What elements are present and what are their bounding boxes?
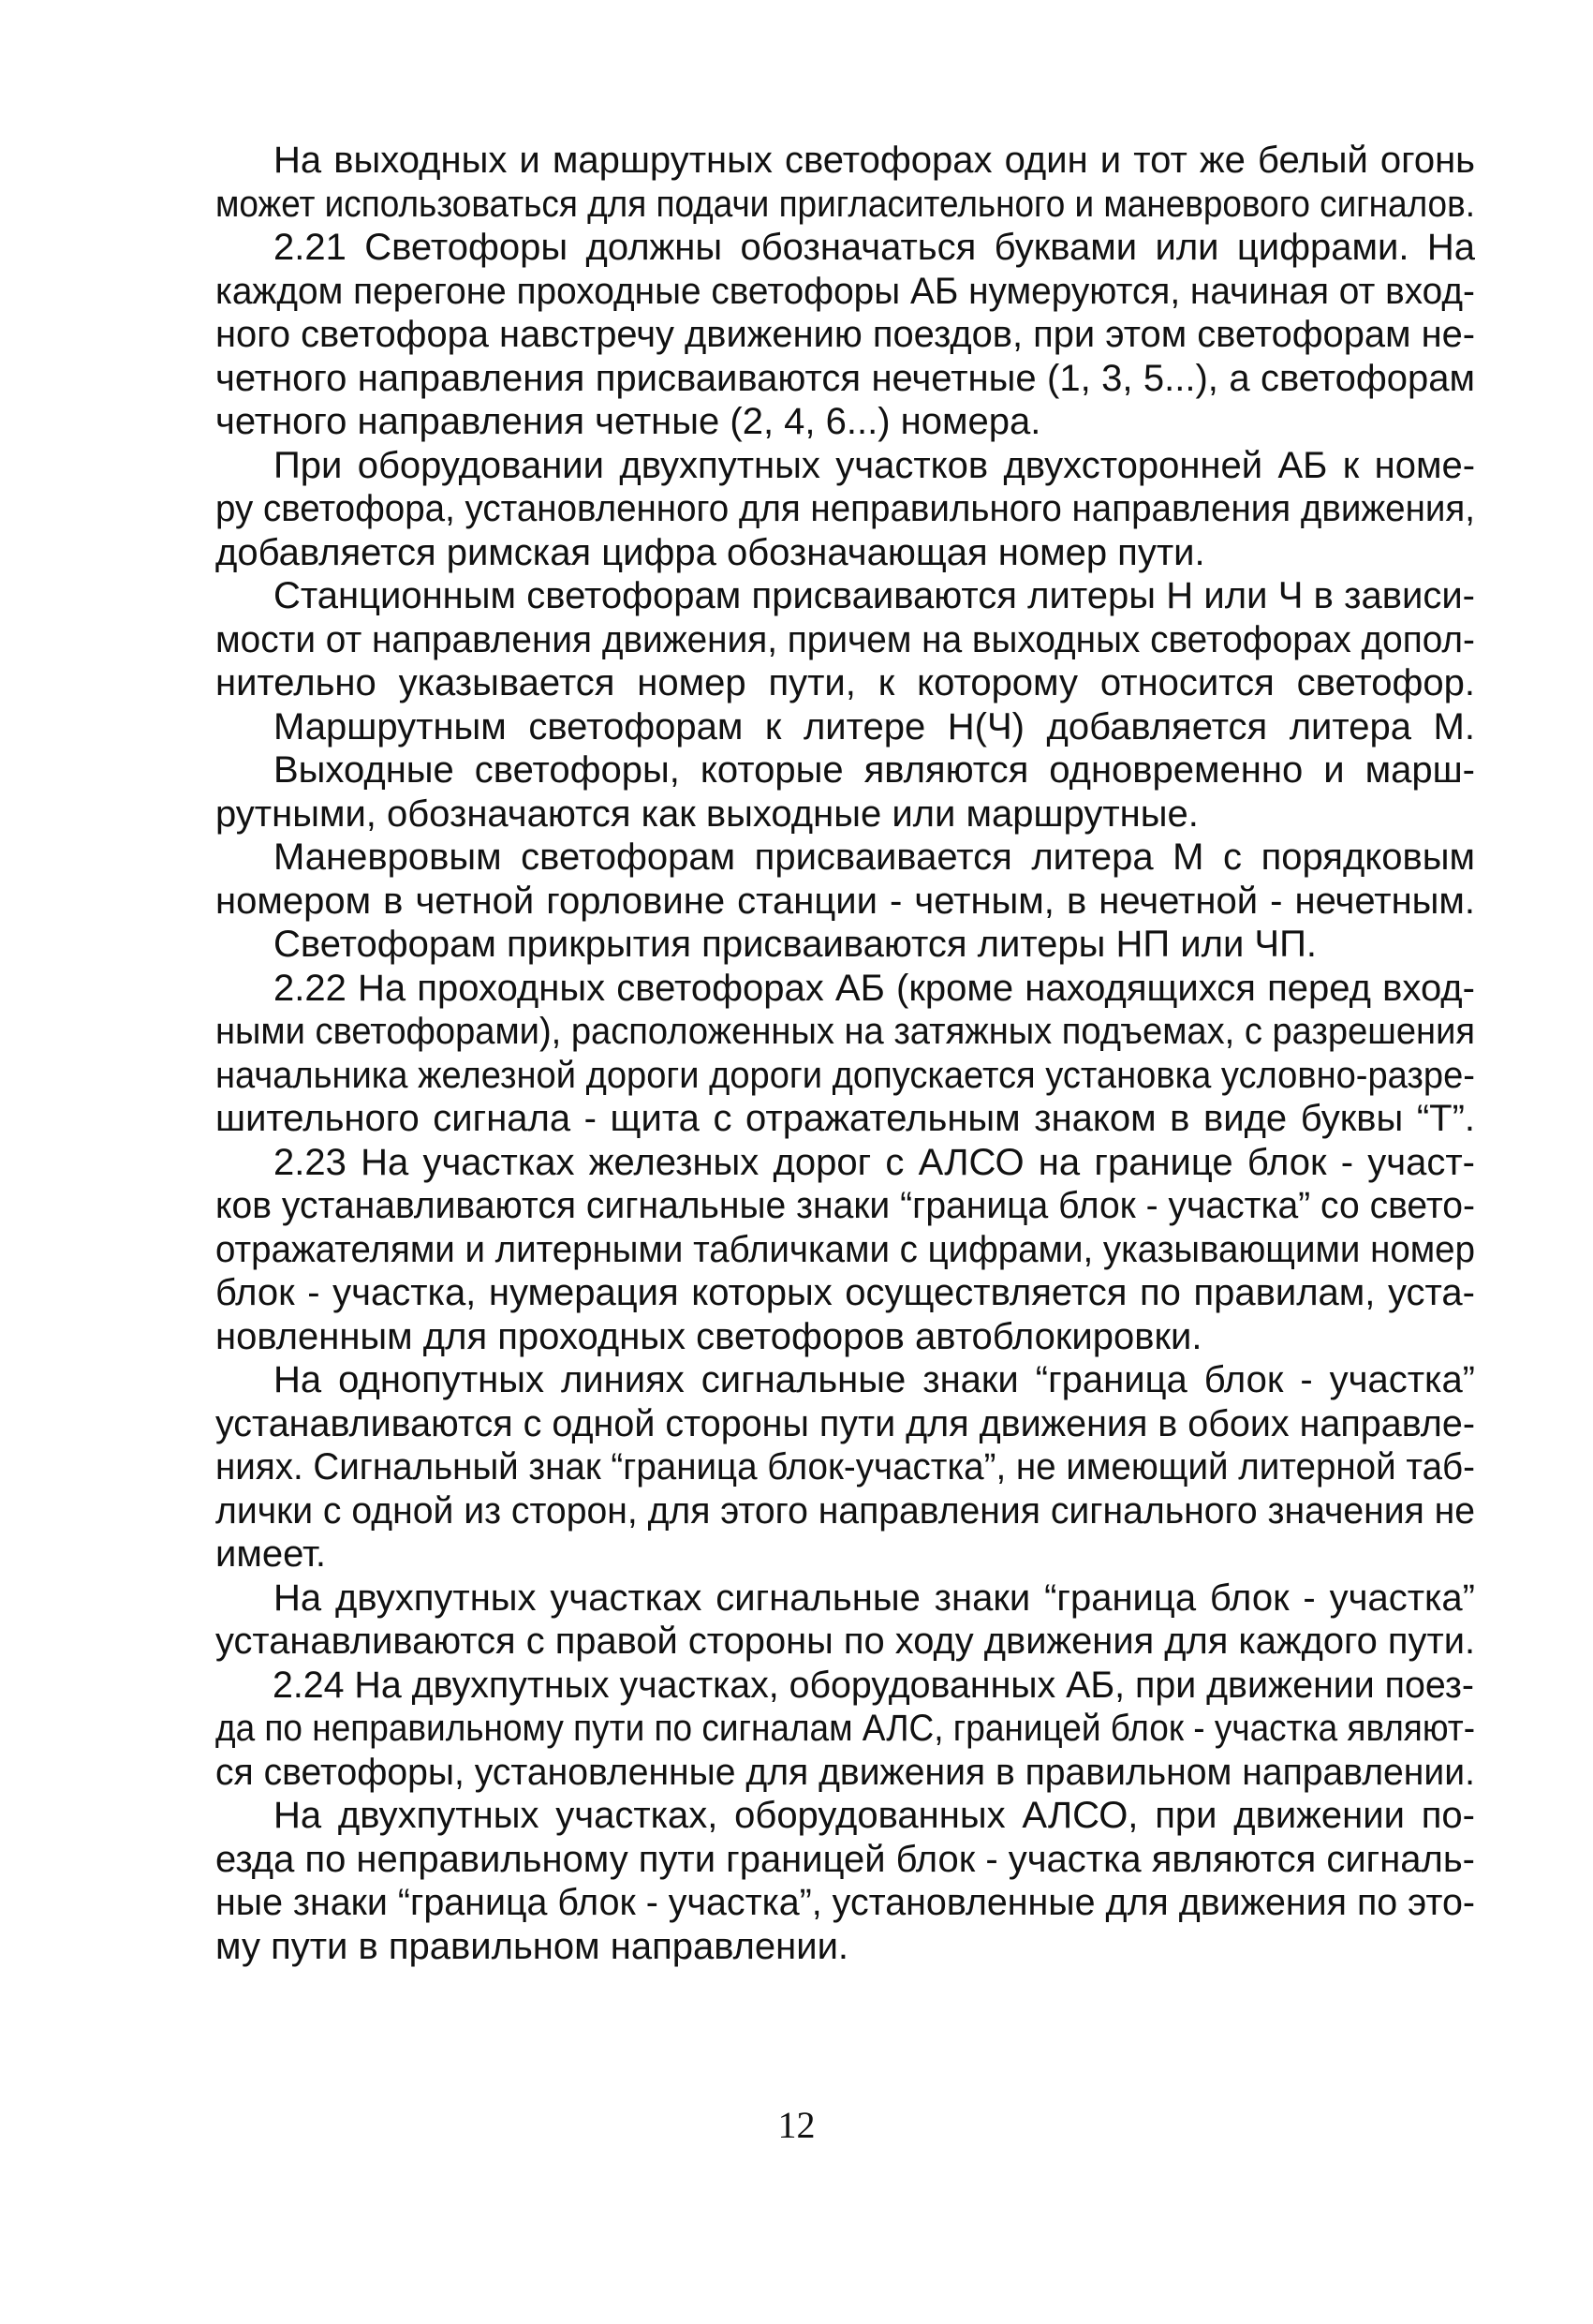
text-line: На однопутных линиях сигнальные знаки “граница блок - участка” <box>273 1359 1476 1400</box>
text-line: ся светофоры, установленные для движения в правильном направлении. <box>215 1751 1475 1793</box>
text-line: начальника железной дороги дороги допускается установка условно-разре- <box>215 1054 1475 1096</box>
text-line: 2.24 На двухпутных участках, оборудованных АБ, при движении поез- <box>272 1664 1474 1706</box>
text-line: четного направления присваиваются нечетные (1, 3, 5...), а светофорам <box>215 357 1475 399</box>
text-line: Маневровым светофорам присваивается литера М с порядковым <box>273 836 1475 878</box>
text-line: рутными, обозначаются как выходные или маршрутные. <box>215 792 1199 835</box>
text-line: мости от направления движения, причем на выходных светофорах допол- <box>215 618 1475 660</box>
text-line: 2.21 Светофоры должны обозначаться буквами или цифрами. На <box>273 227 1476 268</box>
text-line: устанавливаются с правой стороны по ходу движения для каждого пути. <box>215 1621 1476 1662</box>
text-line: новленным для проходных светофоров автоблокировки. <box>215 1315 1202 1357</box>
page-number: 12 <box>777 2104 816 2146</box>
text-line: блок - участка, нумерация которых осуществляется по правилам, уста- <box>215 1272 1475 1313</box>
text-line: имеет. <box>215 1533 327 1575</box>
text-line: езда по неправильному пути границей блок - участка являются сигналь- <box>215 1838 1475 1880</box>
text-line: нительно указывается номер пути, к которому относится светофор. <box>215 662 1476 703</box>
text-line: добавляется римская цифра обозначающая номер пути. <box>215 531 1205 573</box>
text-line: Светофорам прикрытия присваиваются литеры НП или ЧП. <box>273 924 1317 965</box>
text-line: шительного сигнала - щита с отражательным знаком в виде буквы “Т”. <box>215 1098 1476 1139</box>
text-line: устанавливаются с одной стороны пути для движения в обоих направле- <box>215 1402 1475 1444</box>
text-line: 2.22 На проходных светофорах АБ (кроме находящихся перед вход- <box>273 967 1475 1009</box>
text-line: ного светофора навстречу движению поездов, при этом светофорам не- <box>215 314 1476 355</box>
text-line: каждом перегоне проходные светофоры АБ нумеруются, начиная от вход- <box>215 270 1475 312</box>
text-line: 2.23 На участках железных дорог с АЛСО на границе блок - участ- <box>273 1141 1475 1183</box>
body-text <box>215 139 1475 1968</box>
text-line: ков устанавливаются сигнальные знаки “граница блок - участка” со свето- <box>215 1185 1476 1226</box>
text-line: да по неправильному пути по сигналам АЛС, границей блок - участка являют- <box>215 1708 1476 1749</box>
text-line: При оборудовании двухпутных участков двухсторонней АБ к номе- <box>273 444 1476 486</box>
text-line: лички с одной из сторон, для этого направления сигнального значения не <box>215 1489 1476 1532</box>
text-line: На двухпутных участках сигнальные знаки “граница блок - участка” <box>273 1576 1475 1619</box>
text-line: может использоваться для подачи пригласительного и маневрового сигналов. <box>215 183 1475 225</box>
text-line: му пути в правильном направлении. <box>215 1925 849 1967</box>
text-line: ниях. Сигнальный знак “граница блок-участка”, не имеющий литерной таб- <box>215 1446 1475 1488</box>
text-line: На двухпутных участках, оборудованных АЛСО, при движении по- <box>273 1795 1475 1836</box>
text-line: ными светофорами), расположенных на затяжных подъемах, с разрешения <box>215 1011 1476 1052</box>
text-line: ные знаки “граница блок - участка”, установленные для движения по это- <box>215 1882 1476 1923</box>
text-line: номером в четной горловине станции - четным, в нечетной - нечетным. <box>215 880 1476 922</box>
text-line: Маршрутным светофорам к литере Н(Ч) добавляется литера М. <box>273 705 1475 748</box>
text-line: четного направления четные (2, 4, 6...) номера. <box>215 401 1041 442</box>
text-line: Станционным светофорам присваиваются литеры Н или Ч в зависи- <box>273 575 1475 616</box>
text-line: отражателями и литерными табличками с цифрами, указывающими номер <box>215 1228 1475 1270</box>
text-line: ру светофора, установленного для неправильного направления движения, <box>215 488 1475 529</box>
text-line: На выходных и маршрутных светофорах один и тот же белый огонь <box>273 140 1476 181</box>
text-line: Выходные светофоры, которые являются одновременно и марш- <box>273 749 1475 791</box>
